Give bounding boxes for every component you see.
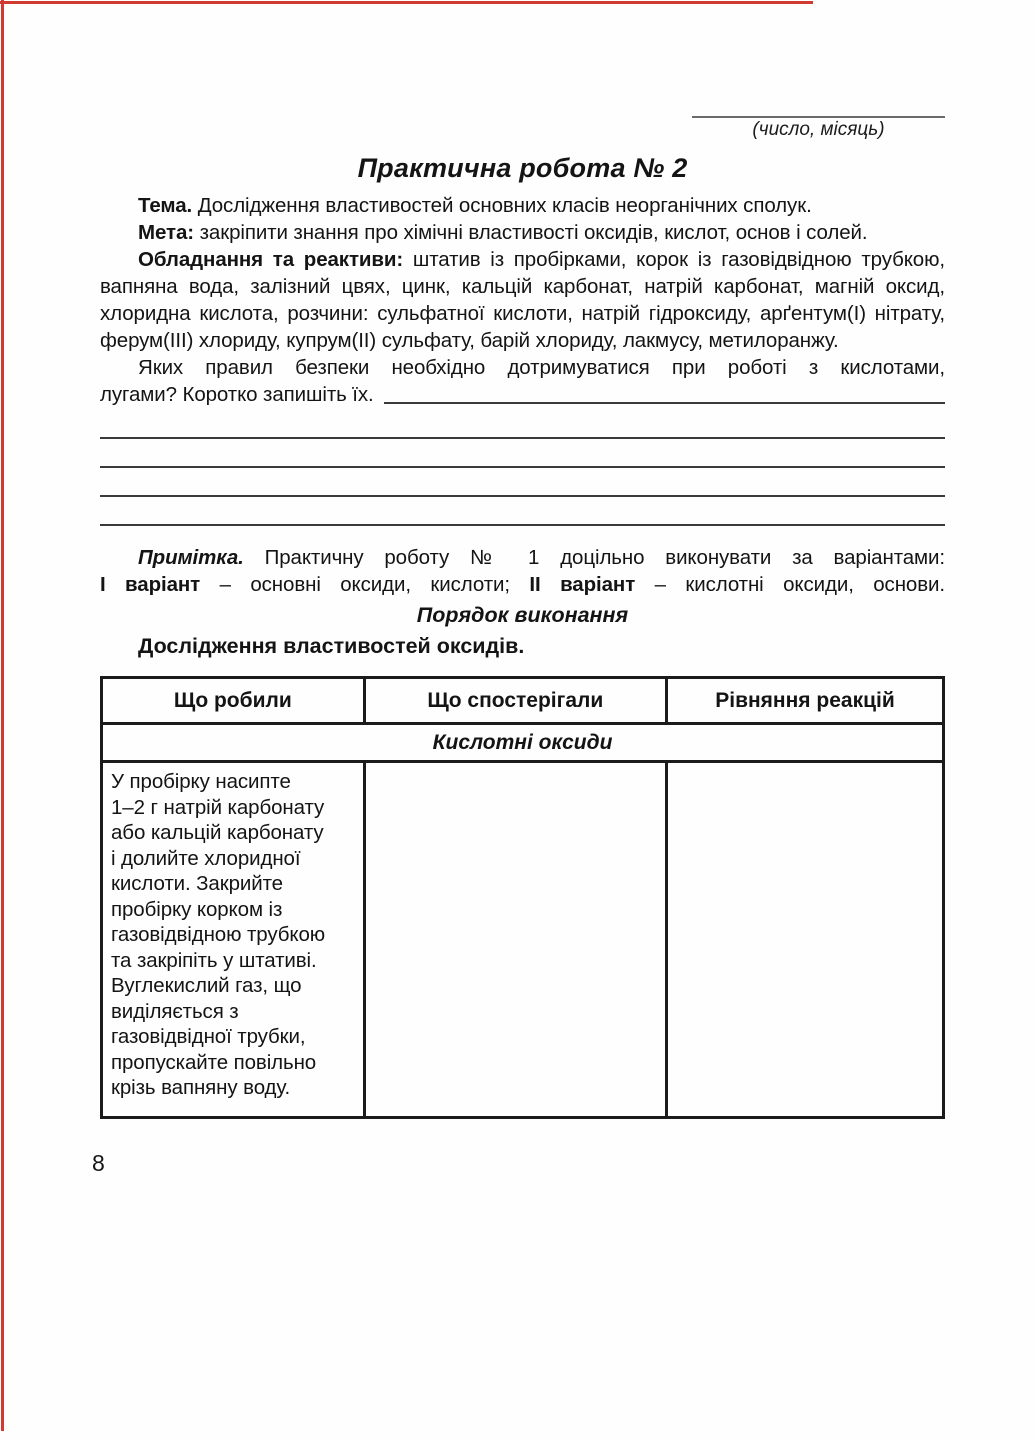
order-heading: Порядок виконання bbox=[416, 603, 629, 627]
tema-paragraph bbox=[100, 192, 945, 219]
answer-rule-2 bbox=[100, 439, 945, 468]
header-what-observed: Що спостерігали bbox=[364, 678, 666, 724]
safety-question-line2 bbox=[100, 381, 945, 408]
table-row bbox=[102, 762, 944, 1118]
note-line1 bbox=[100, 544, 945, 571]
answer-rule-4 bbox=[100, 497, 945, 526]
note-label: Примітка. bbox=[138, 546, 244, 569]
variant2-text: – кислотні оксиди, основи. bbox=[654, 573, 945, 596]
meta-paragraph bbox=[100, 219, 945, 246]
answer-rule-3 bbox=[100, 468, 945, 497]
subheader-acid-oxides: Кислотні оксиди bbox=[102, 724, 944, 762]
tema-text: Дослідження властивостей основних класів неорганічних сполук. bbox=[197, 194, 812, 217]
date-caption: (число, місяць) bbox=[752, 119, 885, 140]
table-subheader-row bbox=[102, 724, 944, 762]
page-title: Практична робота № 2 bbox=[357, 153, 688, 183]
answer-lines-block bbox=[100, 410, 945, 526]
results-table bbox=[100, 676, 945, 1119]
cell-what-observed bbox=[364, 762, 666, 1118]
equipment-paragraph bbox=[100, 246, 945, 354]
safety-question-line1: Яких правил безпеки необхідно дотримуватися при роботі з кислотами, bbox=[138, 356, 945, 379]
header-what-did: Що робили bbox=[102, 678, 365, 724]
note-line1-text: Практичну роботу № 1 доцільно виконувати за варіантами: bbox=[264, 546, 945, 569]
date-fill-in-block bbox=[692, 116, 945, 141]
variant2-label: ІІ варіант bbox=[529, 573, 636, 596]
page-number: 8 bbox=[92, 1150, 105, 1176]
page-content bbox=[100, 0, 945, 1119]
variant1-label: І варіант bbox=[100, 573, 201, 596]
section-heading: Дослідження властивостей оксидів. bbox=[138, 634, 525, 658]
table-header-row bbox=[102, 678, 944, 724]
answer-rule-1 bbox=[100, 410, 945, 439]
answer-rule-inline bbox=[384, 402, 945, 404]
cell-reaction-equations bbox=[666, 762, 943, 1118]
note-line2 bbox=[100, 571, 945, 598]
equipment-text: штатив із пробірками, корок із газовідвідною трубкою, вапняна вода, залізний цвях, цинк, кальцій карбонат, натрій карбонат, магній оксид, хлоридна кислота, розчини: сульфатної кислоти, натрій гідроксиду, арґентум(І) нітрату, ферум(ІІІ) хлориду, купрум(ІІ) сульфату, барій хлориду, лакмусу, метилоранжу. bbox=[100, 248, 945, 352]
tema-label: Тема. bbox=[138, 194, 193, 217]
variant1-text: – основні оксиди, кислоти; bbox=[219, 573, 510, 596]
red-margin-line-left bbox=[1, 0, 4, 1431]
cell-what-did: У пробірку насипте 1–2 г натрій карбонату або кальцій карбонату і долийте хлоридної кислоти. Закрийте пробірку корком із газовідвідною трубкою та закріпіть у штативі. Вуглекислий газ, що виділяється з газовідвідної трубки, пропускайте повільно крізь вапняну воду. bbox=[102, 762, 365, 1118]
safety-question-line2-text: лугами? Коротко запишіть їх. bbox=[100, 383, 374, 406]
header-reaction-equations: Рівняння реакцій bbox=[666, 678, 943, 724]
meta-text: закріпити знання про хімічні властивості оксидів, кислот, основ і солей. bbox=[199, 221, 868, 244]
meta-label: Мета: bbox=[138, 221, 194, 244]
equipment-label: Обладнання та реактиви: bbox=[138, 248, 404, 271]
